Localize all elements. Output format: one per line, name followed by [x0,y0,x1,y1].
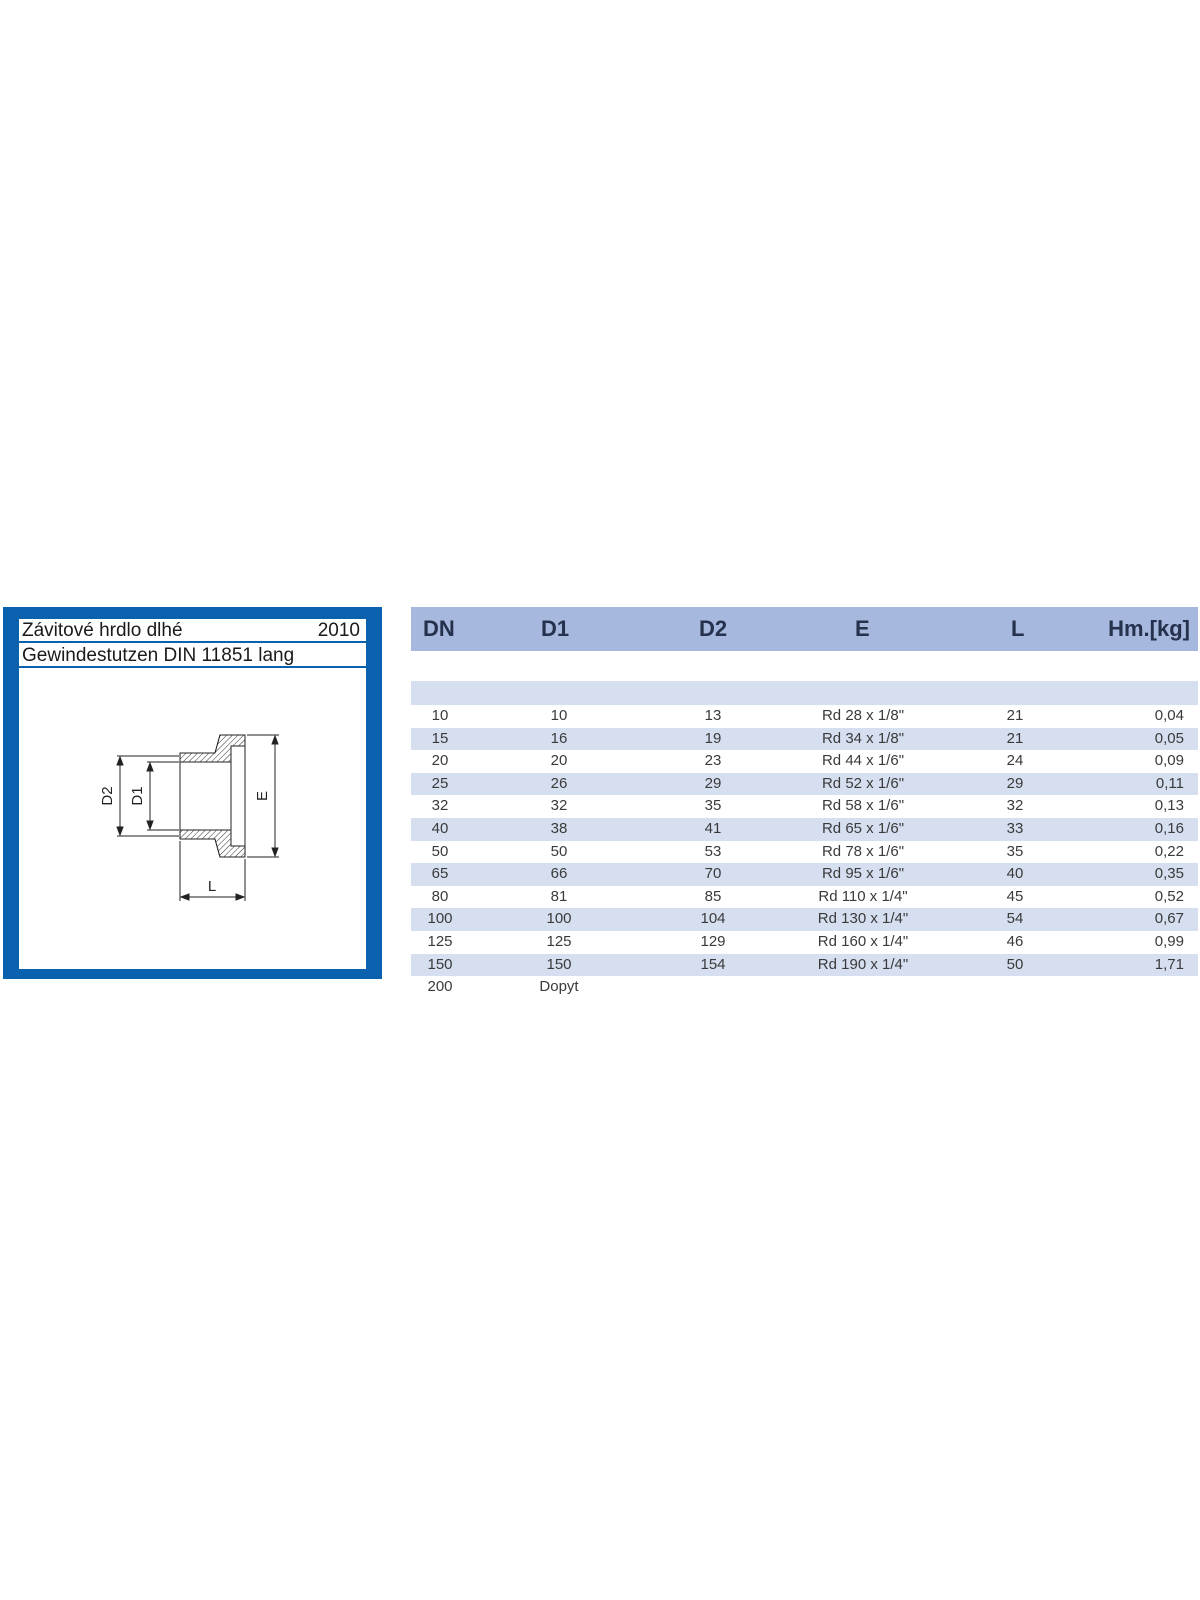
cell-d2: 29 [704,774,722,792]
table-row [411,841,1198,864]
header-l: L [1011,616,1025,641]
cell-weight: 1,71 [1154,955,1184,973]
cell-d1: 100 [546,910,572,928]
cell-d1: Dopyt [539,978,579,996]
cell-l: 33 [1006,819,1024,837]
cell-weight: 0,35 [1154,865,1184,883]
cell-d2: 70 [704,865,722,883]
cell-weight: 0,13 [1154,797,1184,815]
header-d2: D2 [699,616,728,641]
cell-weight: 0,11 [1155,774,1184,792]
cell-dn: 15 [431,729,449,747]
product-title-cz: Závitové hrdlo dlhé [22,620,183,641]
cell-weight: 0,67 [1154,910,1184,928]
cell-d1: 16 [550,729,568,747]
cell-weight: 0,16 [1154,819,1184,837]
header-weight: Hm.[kg] [1108,616,1190,641]
cell-d1: 50 [550,842,568,860]
product-title-row [19,619,366,643]
l-label: L [207,878,217,895]
e-label: E [254,790,271,802]
cell-e: Rd 58 x 1/6" [821,797,905,815]
product-card [3,607,382,979]
table-row [411,773,1198,796]
cell-weight: 0,52 [1154,887,1184,905]
cell-dn: 40 [431,819,449,837]
table-row [411,795,1198,818]
cell-weight: 0,09 [1154,752,1184,770]
cell-l: 21 [1006,729,1024,747]
table-row [411,976,1198,999]
table-row [411,750,1198,773]
cell-e: Rd 52 x 1/6" [821,774,905,792]
cell-d2: 104 [700,910,726,928]
cell-e: Rd 78 x 1/6" [821,842,905,860]
table-spacer-band [411,681,1198,705]
table-body [411,705,1198,999]
table-header [411,607,1198,651]
cell-dn: 32 [431,797,449,815]
table-row [411,863,1198,886]
cell-dn: 65 [431,865,449,883]
technical-drawing [19,671,366,969]
table-row [411,931,1198,954]
cell-e: Rd 65 x 1/6" [821,819,905,837]
cell-d1: 150 [546,955,572,973]
table-row [411,728,1198,751]
d2-label: D2 [99,786,116,806]
cell-e: Rd 110 x 1/4" [818,887,908,905]
table-row [411,886,1198,909]
cell-l: 32 [1006,797,1024,815]
cell-l: 45 [1006,887,1024,905]
cell-dn: 100 [427,910,453,928]
cell-dn: 150 [427,955,453,973]
cell-l: 40 [1006,865,1024,883]
cell-dn: 50 [431,842,449,860]
table-row [411,818,1198,841]
cell-dn: 20 [431,752,449,770]
header-d1: D1 [541,616,570,641]
cell-weight: 0,22 [1154,842,1184,860]
cell-d2: 35 [704,797,722,815]
cell-d1: 81 [550,887,568,905]
table-row [411,908,1198,931]
cell-d1: 32 [550,797,568,815]
product-subtitle-row [19,644,366,668]
upper-section-hatch [180,735,245,762]
cell-dn: 125 [427,932,453,950]
product-code: 2010 [317,620,360,641]
cell-e: Rd 28 x 1/8" [821,707,905,724]
cell-d2: 19 [704,729,722,747]
cell-l: 24 [1006,752,1024,770]
cell-e: Rd 44 x 1/6" [821,752,905,770]
cell-d1: 20 [550,752,568,770]
cell-dn: 25 [431,774,449,792]
product-card-inner [19,619,366,969]
cell-dn: 80 [431,887,449,905]
product-title-de: Gewindestutzen DIN 11851 lang [22,645,295,666]
cell-d1: 125 [546,932,572,950]
cell-l: 35 [1006,842,1024,860]
header-dn: DN [423,616,455,641]
cell-d2: 154 [700,955,726,973]
table-row [411,705,1198,728]
cell-l: 29 [1006,774,1024,792]
table-row [411,954,1198,977]
cell-d1: 26 [550,774,568,792]
cell-l: 54 [1006,910,1024,928]
cell-d2: 85 [704,887,722,905]
cell-d1: 10 [550,707,568,724]
cell-e: Rd 190 x 1/4" [817,955,909,973]
cell-d2: 41 [704,819,722,837]
cell-weight: 0,05 [1154,729,1184,747]
cell-d2: 53 [704,842,722,860]
cell-d2: 23 [704,752,722,770]
lower-section-hatch [180,830,245,857]
cell-e: Rd 95 x 1/6" [821,865,905,883]
cell-d2: 129 [700,932,726,950]
cell-dn: 200 [427,978,453,996]
cell-l: 21 [1006,707,1024,724]
cell-e: Rd 34 x 1/8" [821,729,905,747]
cell-d1: 38 [550,819,568,837]
cell-dn: 10 [431,707,449,724]
header-e: E [855,616,870,641]
d1-label: D1 [129,786,146,806]
cell-e: Rd 130 x 1/4" [817,910,909,928]
cell-weight: 0,99 [1154,932,1184,950]
cell-l: 46 [1006,932,1024,950]
cell-d1: 66 [550,865,568,883]
cell-l: 50 [1006,955,1024,973]
cell-e: Rd 160 x 1/4" [817,932,909,950]
cell-d2: 13 [704,707,722,724]
cell-weight: 0,04 [1154,707,1184,724]
